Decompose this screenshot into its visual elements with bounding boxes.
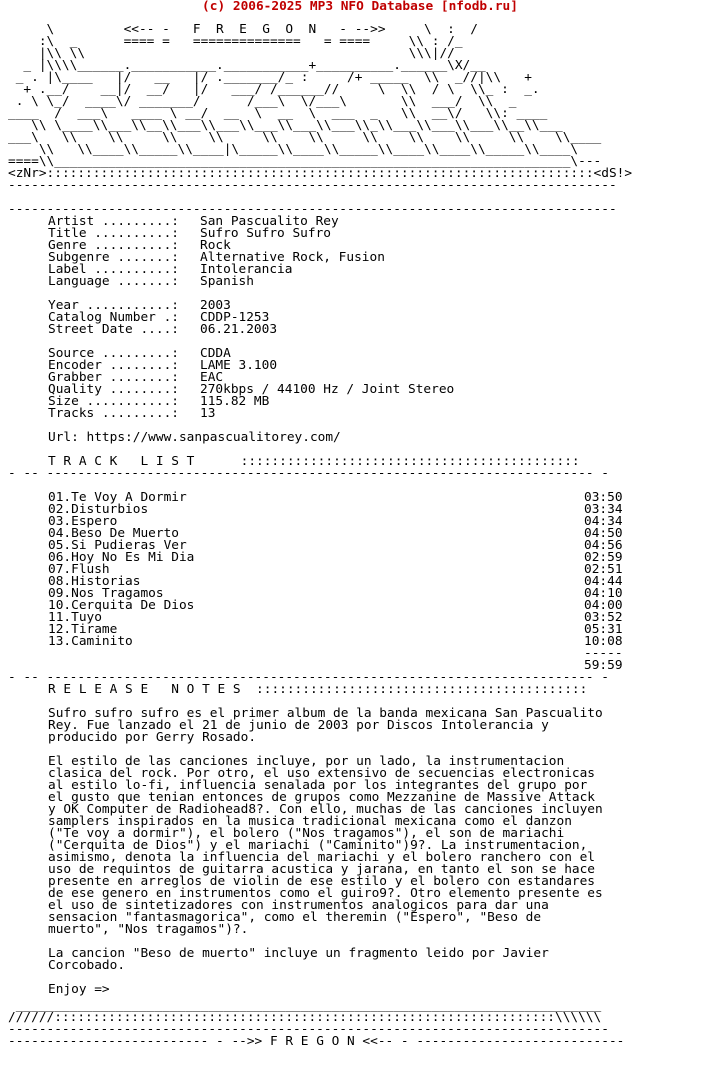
track-time: 02:59 bbox=[584, 550, 623, 565]
track-time: 03:34 bbox=[584, 502, 623, 517]
track-time: 04:00 bbox=[584, 598, 623, 613]
field-label: Year ...........: bbox=[48, 298, 179, 313]
total-time: 59:59 bbox=[584, 658, 623, 673]
footer-dashes: ------------------------------------------------------------------------------ bbox=[8, 1022, 609, 1037]
ascii-line-6: + .__/ __|/ __/ |/ ___/ /______// \ \\ / \ \\_ : _. bbox=[8, 82, 540, 97]
notes-heading: R E L E A S E N O T E S bbox=[48, 682, 241, 697]
ascii-banner bbox=[8, 24, 632, 216]
footer-text: - -->> F R E G O N <<-- - bbox=[216, 1034, 409, 1049]
track-title: 05.Si Pudieras Ver bbox=[48, 538, 187, 553]
track-time: 04:34 bbox=[584, 514, 623, 529]
ascii-line-4: _ |\\\\______.___________.___________+__________.______\X/__ bbox=[8, 58, 486, 73]
field-label: Grabber ........: bbox=[48, 370, 179, 385]
ascii-line-11: \\ \\____\\_____\\____|\_____\\____\\_____\\____\\____\\_____\\____\ bbox=[8, 142, 579, 157]
field-row bbox=[8, 408, 648, 420]
track-time: 04:10 bbox=[584, 586, 623, 601]
field-value: LAME 3.100 bbox=[200, 358, 278, 373]
track-title: 04.Beso De Muerto bbox=[48, 526, 179, 541]
field-value: 13 bbox=[200, 406, 216, 421]
track-title: 02.Disturbios bbox=[48, 502, 149, 517]
track-title: 13.Caminito bbox=[48, 634, 133, 649]
track-title: 07.Flush bbox=[48, 562, 110, 577]
field-value: Spanish bbox=[200, 274, 254, 289]
ascii-line-14: ------------------------------------------------------------------------------- bbox=[8, 178, 617, 193]
field-value: 2003 bbox=[200, 298, 231, 313]
ascii-line-13: <zNr>:::::::::::::::::::::::::::::::::::::::::::::::::::::::::::::::::::::::<dS!> bbox=[8, 166, 633, 181]
tracklist-heading: T R A C K L I S T bbox=[48, 454, 195, 469]
ascii-line-8: ____ / ___\ ____ \ __/ __ \ __ \ ___ _ \\ __\/ \\: ____ bbox=[8, 106, 548, 121]
ascii-line-2: :\ _ ==== = ============== = ==== \\ : /_ bbox=[8, 34, 463, 49]
notes-paragraph: Sufro sufro sufro es el primer album de la banda mexicana San Pascualito Rey. Fue lanzado el 21 de junio de 2003 por Discos Intolerancia y producido por Gerry Rosado. bbox=[48, 706, 603, 745]
total-row bbox=[8, 660, 648, 672]
field-value: Intolerancia bbox=[200, 262, 293, 277]
footer-rule: ____________________________________________________________________________ bbox=[8, 998, 602, 1013]
notes-paragraph: La cancion "Beso de muerto" incluye un fragmento leido por Javier Corcobado. bbox=[48, 946, 549, 973]
total-divider-row bbox=[8, 648, 648, 660]
track-time: 03:50 bbox=[584, 490, 623, 505]
footer-colons: //////:::::::::::::::::::::::::::::::::::::::::::::::::::::::::::::::::\\\\\\ bbox=[8, 1010, 602, 1025]
field-label: Encoder ........: bbox=[48, 358, 179, 373]
track-title: 09.Nos Tragamos bbox=[48, 586, 164, 601]
field-label: Artist .........: bbox=[48, 214, 179, 229]
divider: - -- ----------------------------------------------------------------------- - bbox=[8, 466, 609, 481]
track-time: 04:44 bbox=[584, 574, 623, 589]
tracklist-section bbox=[8, 456, 648, 1008]
notes-heading-row: R E L E A S E N O T E S ::::::::::::::::::::::::::::::::::::::::::: bbox=[48, 682, 588, 697]
field-label: Title ..........: bbox=[48, 226, 179, 241]
track-title: 12.Tirame bbox=[48, 622, 118, 637]
total-divider: ----- bbox=[584, 646, 623, 661]
track-time: 02:51 bbox=[584, 562, 623, 577]
ascii-line-1: \ <<-- - F R E G O N - -->> \ : / bbox=[8, 22, 478, 37]
field-label: Language .......: bbox=[48, 274, 179, 289]
track-title: 06.Hoy No Es Mi Dia bbox=[48, 550, 195, 565]
divider: - -- ----------------------------------------------------------------------- - bbox=[8, 670, 609, 685]
field-value: EAC bbox=[200, 370, 224, 385]
field-row bbox=[8, 276, 648, 288]
url-row bbox=[8, 432, 648, 444]
right-tag: <dS!> bbox=[593, 166, 633, 181]
url-text: Url: https://www.sanpascualitorey.com/ bbox=[48, 430, 341, 445]
tracklist-heading-row: T R A C K L I S T :::::::::::::::::::::::::::::::::::::::::::: bbox=[48, 454, 580, 469]
track-time: 04:50 bbox=[584, 526, 623, 541]
track-title: 01.Te Voy A Dormir bbox=[48, 490, 187, 505]
field-value: 270kbps / 44100 Hz / Joint Stereo bbox=[200, 382, 455, 397]
field-label: Quality ........: bbox=[48, 382, 179, 397]
left-tag: <zNr> bbox=[8, 166, 47, 181]
field-label: Label ..........: bbox=[48, 262, 179, 277]
footer-row: -------------------------- - -->> F R E G O N <<-- - --------------------------- bbox=[8, 1034, 625, 1049]
ascii-line-10: ___\ \\ \\ \\ \\ \\ \\ \\ \\ \\ \\ \\____ bbox=[8, 130, 602, 145]
release-info bbox=[8, 216, 648, 444]
field-value: CDDA bbox=[200, 346, 231, 361]
site-header: (c) 2006-2025 MP3 NFO Database [nfodb.ru] bbox=[202, 0, 518, 14]
ascii-line-7: . \ \_/ ____\/ _______/ /___\ \/___\ \\ ___/ \\ _ bbox=[8, 94, 517, 109]
field-value: CDDP-1253 bbox=[200, 310, 270, 325]
ascii-line-16: ------------------------------------------------------------------------------- bbox=[8, 202, 617, 217]
ascii-line-12: ====\\___________________________________________________________________\--- bbox=[8, 154, 602, 169]
track-title: 03.Espero bbox=[48, 514, 118, 529]
track-time: 05:31 bbox=[584, 622, 623, 637]
ascii-line-3: |\\ \\ \\\|// bbox=[8, 46, 455, 61]
field-value: Sufro Sufro Sufro bbox=[200, 226, 331, 241]
field-value: 115.82 MB bbox=[200, 394, 270, 409]
track-row bbox=[8, 636, 648, 648]
track-row bbox=[8, 600, 648, 612]
field-label: Street Date ....: bbox=[48, 322, 179, 337]
track-time: 04:56 bbox=[584, 538, 623, 553]
field-label: Subgenre .......: bbox=[48, 250, 179, 265]
footer-block bbox=[8, 1000, 648, 1048]
field-label: Tracks .........: bbox=[48, 406, 179, 421]
field-label: Size ...........: bbox=[48, 394, 179, 409]
track-time: 10:08 bbox=[584, 634, 623, 649]
field-value: Alternative Rock, Fusion bbox=[200, 250, 385, 265]
field-label: Catalog Number .: bbox=[48, 310, 179, 325]
track-title: 11.Tuyo bbox=[48, 610, 102, 625]
track-time: 03:52 bbox=[584, 610, 623, 625]
track-title: 08.Historias bbox=[48, 574, 141, 589]
release-notes bbox=[8, 708, 648, 996]
field-value: Rock bbox=[200, 238, 231, 253]
track-title: 10.Cerquita De Dios bbox=[48, 598, 195, 613]
banner-top-line: <<-- - F R E G O N - -->> bbox=[123, 22, 386, 37]
notes-paragraph: El estilo de las canciones incluye, por un lado, la instrumentacion clasica del rock. Por otro, el uso extensivo de secuencias electronicas al estilo lo-fi, influencia senalada por los integrantes del grupo por el gusto que tenian entonces de grupos como Mezzanine de Massive Attack y OK Computer de Radiohead8?. Con ello, muchas de las canciones incluyen samplers inspirados en la musica tradicional mexicana como el danzon ("Te voy a dormir"), el bolero ("Nos tragamos"), el son de mariachi ("Cerquita de Dios") y el mariachi ("Caminito")9?. La instrumentacion, asimismo, denota la influencia del mariachi y el bolero ranchero con el uso de requintos de guitarra acustica y jarana, en tanto el son se hace presente en arreglos de violin de ese estilo y el bolero con estandares de ese genero en instrumentos como el guiro9?. Otro elemento presente es el uso de sintetizadores con instrumentos analogicos para dar una sensacion "fantasmagorica", como el theremin ("Espero", "Beso de muerto", "Nos tragamos")?. bbox=[48, 754, 603, 937]
ascii-line-9: \\ \____\\___\\__\\___\\___\\___\\___\\___\\_\\___\\___\\___\\__\\___ bbox=[8, 118, 563, 133]
field-value: 06.21.2003 bbox=[200, 322, 278, 337]
enjoy-text: Enjoy => bbox=[48, 982, 110, 997]
field-label: Source .........: bbox=[48, 346, 179, 361]
field-value: San Pascualito Rey bbox=[200, 214, 339, 229]
field-row bbox=[8, 324, 648, 336]
ascii-line-5: _ . |\____ |/ __ |/ ._______/_ : /+ _____ \\ _//|\\ + bbox=[8, 70, 532, 85]
field-label: Genre ..........: bbox=[48, 238, 179, 253]
